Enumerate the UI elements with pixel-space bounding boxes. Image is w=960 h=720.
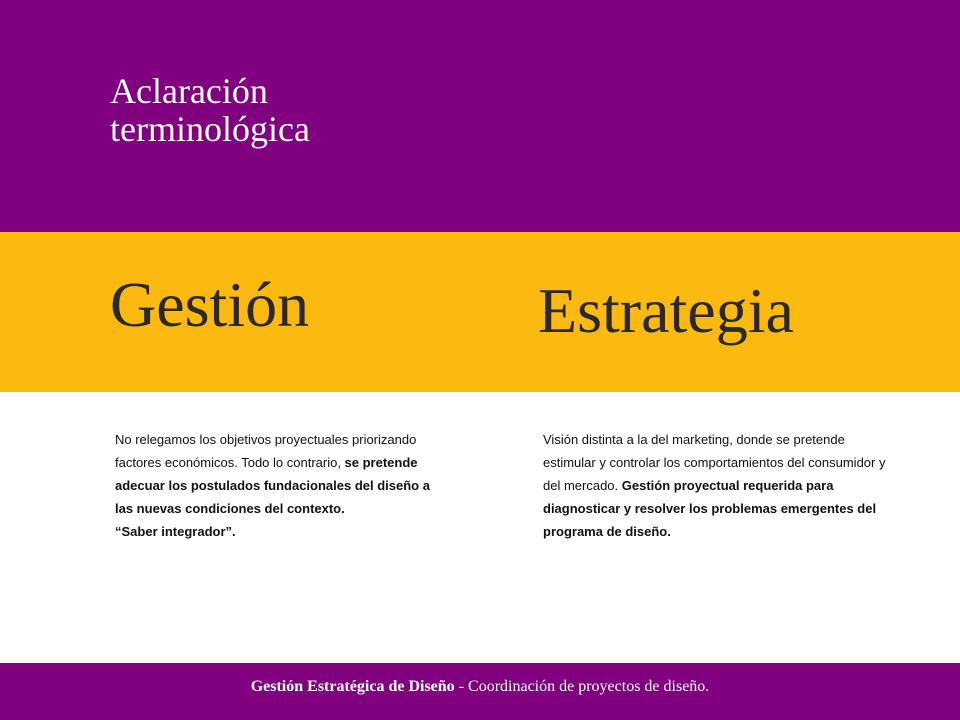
- estrategia-text-bold: Gestión proyectual requerida para diagnosticar y resolver los problemas emergentes del programa de diseño.: [543, 478, 877, 539]
- title-line-2: terminológica: [110, 109, 310, 149]
- gestion-text-bold: se pretende adecuar los postulados fundacionales del diseño a las nuevas condiciones del contexto.: [115, 455, 430, 516]
- footer-text: [0, 678, 960, 696]
- footer-course-name: Gestión Estratégica de Diseño: [250, 678, 455, 695]
- title-line-1: Aclaración: [110, 71, 268, 111]
- concept-estrategia: Estrategia: [538, 275, 794, 346]
- estrategia-description: [543, 428, 888, 543]
- concept-gestion: Gestión: [110, 269, 310, 340]
- estrategia-text-normal: Visión distinta a la del marketing, donde se pretende estimular y controlar los comportamientos del consumidor y del mercado.: [543, 432, 886, 493]
- gestion-description: [115, 428, 445, 543]
- gestion-text-normal: No relegamos los objetivos proyectuales priorizando factores económicos. Todo lo contrario,: [115, 432, 417, 470]
- slide-title: [110, 72, 510, 148]
- gestion-quote: “Saber integrador”.: [115, 524, 236, 539]
- footer-subtitle: - Coordinación de proyectos de diseño.: [454, 678, 710, 695]
